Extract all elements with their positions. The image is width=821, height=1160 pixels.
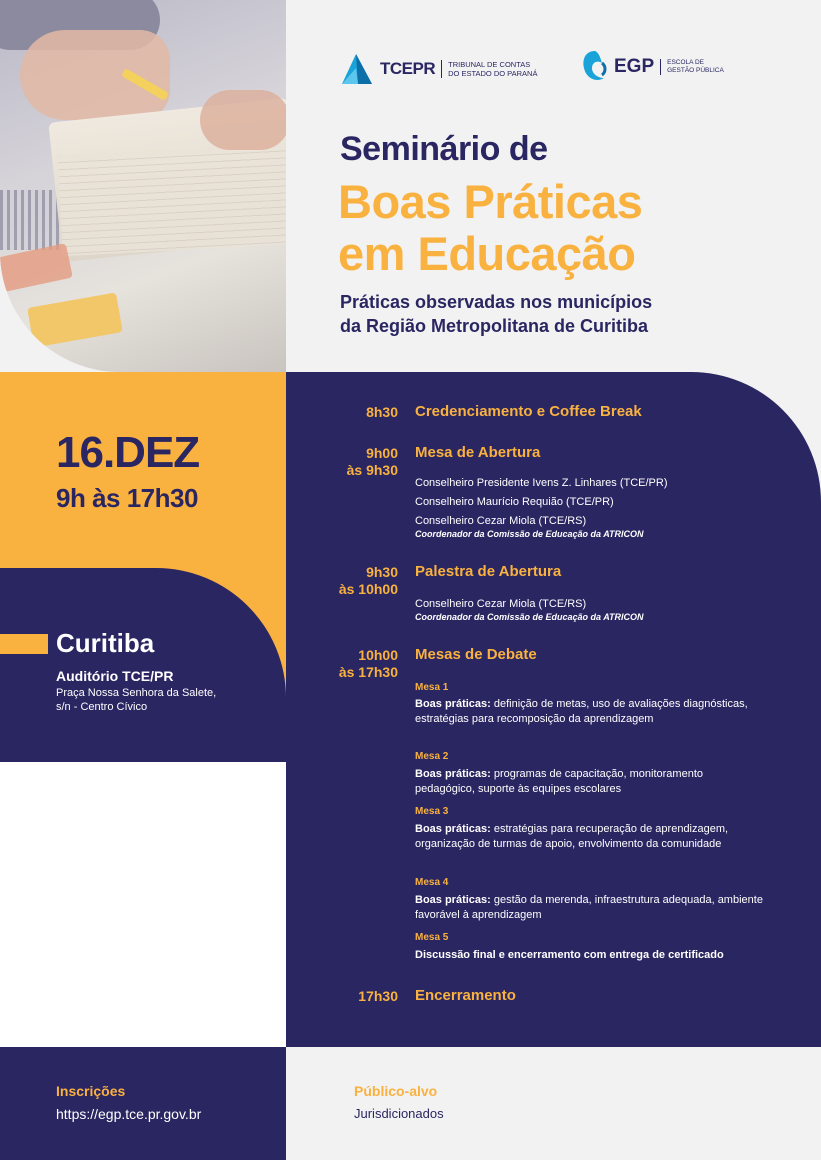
subtitle: Práticas observadas nos municípios da Região Metropolitana de Curitiba <box>340 292 653 336</box>
title-line1: Seminário de <box>340 130 548 168</box>
event-city: Curitiba <box>56 628 155 658</box>
mesa-text: Boas práticas: definição de metas, uso de avaliações diagnósticas, estratégias para recomposição da aprendizagem <box>415 698 748 725</box>
registration-label: Inscrições <box>56 1083 126 1099</box>
schedule-time: 10h00 às 17h30 <box>338 647 398 680</box>
mesa-text: Boas práticas: estratégias para recuperação de aprendizagem, organização de turmas de apoio, envolvimento da comunidade <box>415 823 729 850</box>
schedule-speaker: Conselheiro Presidente Ivens Z. Linhares (TCE/PR) <box>415 477 668 489</box>
logos <box>340 52 760 94</box>
schedule-speaker: Conselheiro Cezar Miola (TCE/RS) <box>415 598 587 610</box>
schedule-speaker: Conselheiro Maurício Requião (TCE/PR) <box>415 496 614 508</box>
schedule-title: Credenciamento e Coffee Break <box>415 403 642 420</box>
left-blank <box>0 762 286 1047</box>
mesa-label: Mesa 4 <box>415 877 449 888</box>
event-address: Praça Nossa Senhora da Salete, s/n - Centro Cívico <box>56 687 217 713</box>
mesa-label: Mesa 5 <box>415 932 449 943</box>
schedule-title: Palestra de Abertura <box>415 563 562 580</box>
event-venue: Auditório TCE/PR <box>56 668 174 684</box>
schedule-title: Encerramento <box>415 987 516 1004</box>
mesa-text: Discussão final e encerramento com entrega de certificado <box>415 949 724 961</box>
event-date: 16.DEZ <box>56 428 200 477</box>
mesa-label: Mesa 2 <box>415 751 449 762</box>
schedule-title: Mesa de Abertura <box>415 444 541 461</box>
schedule-speaker: Conselheiro Cezar Miola (TCE/RS) <box>415 515 587 527</box>
schedule-speaker-note: Coordenador da Comissão de Educação da ATRICON <box>415 612 644 622</box>
registration-link[interactable]: https://egp.tce.pr.gov.br <box>56 1106 202 1122</box>
footer-registration <box>0 1047 286 1160</box>
place-accent-bar <box>0 634 48 654</box>
schedule-time: 9h30 às 10h00 <box>338 564 398 597</box>
egp-swirl-icon <box>580 48 610 86</box>
schedule-time: 17h30 <box>358 988 398 1004</box>
tce-triangle-icon <box>340 52 374 86</box>
egp-logo <box>580 48 724 86</box>
schedule-time: 8h30 <box>366 404 398 420</box>
tce-name: TCEPR <box>380 59 436 78</box>
tce-logo <box>340 52 537 86</box>
audience-value: Jurisdicionados <box>354 1106 444 1121</box>
schedule-title: Mesas de Debate <box>415 646 537 663</box>
header-photo <box>0 0 286 372</box>
audience-label: Público-alvo <box>354 1083 438 1099</box>
mesa-text: Boas práticas: programas de capacitação, monitoramento pedagógico, suporte às equipes escolares <box>415 768 703 795</box>
event-time: 9h às 17h30 <box>56 483 198 513</box>
schedule-time: 9h00 às 9h30 <box>346 445 398 478</box>
tce-subtitle: TRIBUNAL DE CONTAS DO ESTADO DO PARANÁ <box>441 60 537 78</box>
schedule-speaker-note: Coordenador da Comissão de Educação da ATRICON <box>415 529 644 539</box>
mesa-label: Mesa 3 <box>415 806 449 817</box>
mesa-text: Boas práticas: gestão da merenda, infraestrutura adequada, ambiente favorável à aprendizagem <box>415 894 763 921</box>
footer-audience <box>286 1047 821 1160</box>
egp-name: EGP <box>614 56 655 77</box>
mesa-label: Mesa 1 <box>415 682 449 693</box>
egp-subtitle: ESCOLA DE GESTÃO PÚBLICA <box>660 59 724 75</box>
title-main: Boas Práticas em Educação <box>338 175 643 280</box>
